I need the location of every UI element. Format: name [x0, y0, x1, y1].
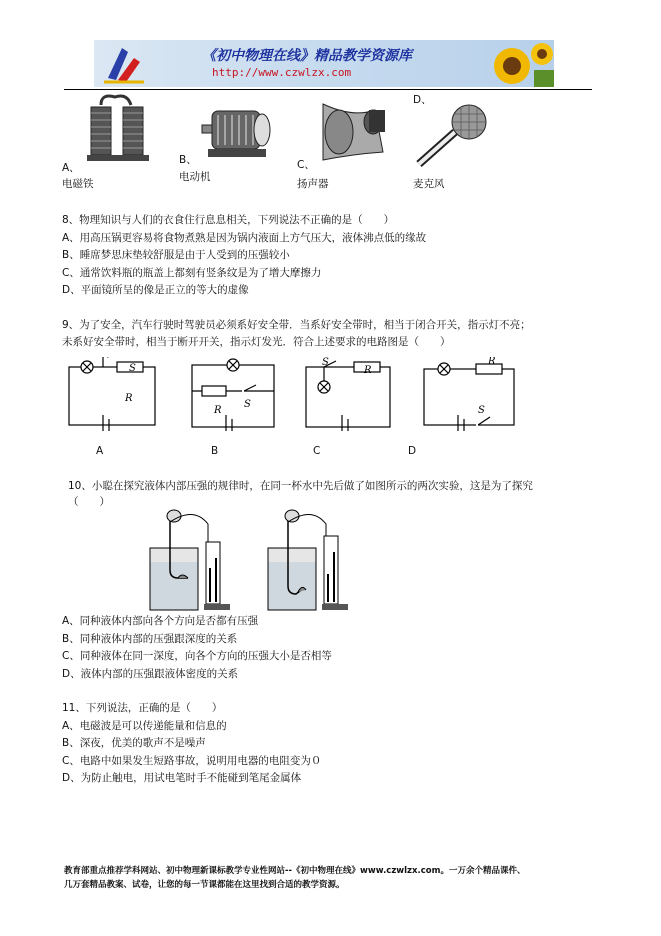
q11-option-a[interactable]: A、电磁波是可以传递能量和信息的: [62, 720, 227, 732]
footer-line-2: 几万套精品教案、试卷，让您的每一节课都能在这里找到合适的教学资源。: [64, 880, 345, 890]
q8-option-b[interactable]: B、睡席梦思床垫较舒服是由于人受到的压强较小: [62, 249, 290, 261]
q10-option-a[interactable]: A、同种液体内部向各个方向是否都有压强: [62, 615, 259, 627]
q10-stem-line2: （ ）: [68, 496, 110, 508]
circuit-c-switch-label: S: [322, 357, 329, 368]
q7-option-d-letter: D、: [413, 94, 432, 106]
header-rule: [64, 89, 592, 90]
banner-url[interactable]: http://www.czwlzx.com: [212, 66, 352, 79]
q11-option-c[interactable]: C、电路中如果发生短路事故，说明用电器的电阻变为０: [62, 755, 322, 767]
site-logo-icon: [94, 40, 154, 87]
circuit-diagram-a: [63, 357, 161, 431]
loudspeaker-figure: [313, 96, 391, 168]
q7-option-a-caption: 电磁铁: [62, 178, 94, 190]
circuit-d-resistor-label: R: [488, 357, 496, 367]
circuit-diagram-d: [418, 357, 520, 431]
q10-option-b[interactable]: B、同种液体内部的压强跟深度的关系: [62, 633, 238, 645]
q9-option-c[interactable]: C: [313, 445, 321, 457]
microphone-figure: [411, 104, 497, 172]
header-banner: [94, 40, 554, 87]
q8-option-a[interactable]: A、用高压锅更容易将食物煮熟是因为锅内液面上方气压大，液体沸点低的缘故: [62, 232, 427, 244]
pressure-experiment-figure-1: [144, 508, 240, 612]
circuit-b-switch-label: S: [244, 399, 251, 410]
q7-option-c-letter: C、: [297, 159, 315, 171]
footer-line-1: 教育部重点推荐学科网站、初中物理新课标教学专业性网站--《初中物理在线》www.czwlzx.com。一万余个精品课件、: [64, 866, 526, 876]
q9-option-a[interactable]: A: [96, 445, 104, 457]
q7-option-b-letter: B、: [179, 154, 197, 166]
electric-motor-figure: [198, 103, 278, 163]
q8-option-c[interactable]: C、通常饮料瓶的瓶盖上都刻有竖条纹是为了增大摩擦力: [62, 267, 322, 279]
electromagnet-figure: [85, 93, 151, 165]
pressure-experiment-figure-2: [262, 508, 358, 612]
q9-option-b[interactable]: B: [211, 445, 219, 457]
circuit-c-resistor-label: R: [364, 365, 372, 376]
circuit-diagram-c: [300, 357, 396, 431]
q8-stem: 8、物理知识与人们的衣食住行息息相关，下列说法不正确的是（ ）: [62, 214, 395, 226]
q7-option-c-caption: 扬声器: [297, 178, 329, 190]
banner-title: 《初中物理在线》精品教学资源库: [202, 48, 412, 64]
circuit-diagram-b: [186, 357, 280, 431]
q7-option-d-caption: 麦克风: [413, 178, 445, 190]
q7-option-b-caption: 电动机: [179, 171, 211, 183]
q8-option-d[interactable]: D、平面镜所呈的像是正立的等大的虚像: [62, 284, 249, 296]
q9-stem-line2: 未系好安全带时，相当于断开开关，指示灯发光．符合上述要求的电路图是（ ）: [62, 336, 451, 348]
q10-stem-line1: 10、小聪在探究液体内部压强的规律时，在同一杯水中先后做了如图所示的两次实验，这是为了探究: [68, 480, 533, 492]
q7-option-a-letter: A、: [62, 162, 80, 174]
q9-stem-line1: 9、为了安全，汽车行驶时驾驶员必须系好安全带．当系好安全带时，相当于闭合开关，指示灯不亮；: [62, 319, 531, 331]
q9-option-d[interactable]: D: [408, 445, 417, 457]
circuit-d-switch-label: S: [478, 405, 485, 416]
circuit-b-resistor-label: R: [214, 405, 222, 416]
sunflower-icon: [486, 40, 554, 87]
q10-option-d[interactable]: D、液体内部的压强跟液体密度的关系: [62, 668, 239, 680]
circuit-a-switch-label: S: [129, 363, 136, 374]
q11-stem: 11、下列说法，正确的是（ ）: [62, 702, 223, 714]
q11-option-b[interactable]: B、深夜，优美的歌声不是噪声: [62, 737, 206, 749]
q11-option-d[interactable]: D、为防止触电，用试电笔时手不能碰到笔尾金属体: [62, 772, 302, 784]
circuit-a-resistor-label: R: [125, 393, 133, 404]
q10-option-c[interactable]: C、同种液体在同一深度，向各个方向的压强大小是否相等: [62, 650, 332, 662]
